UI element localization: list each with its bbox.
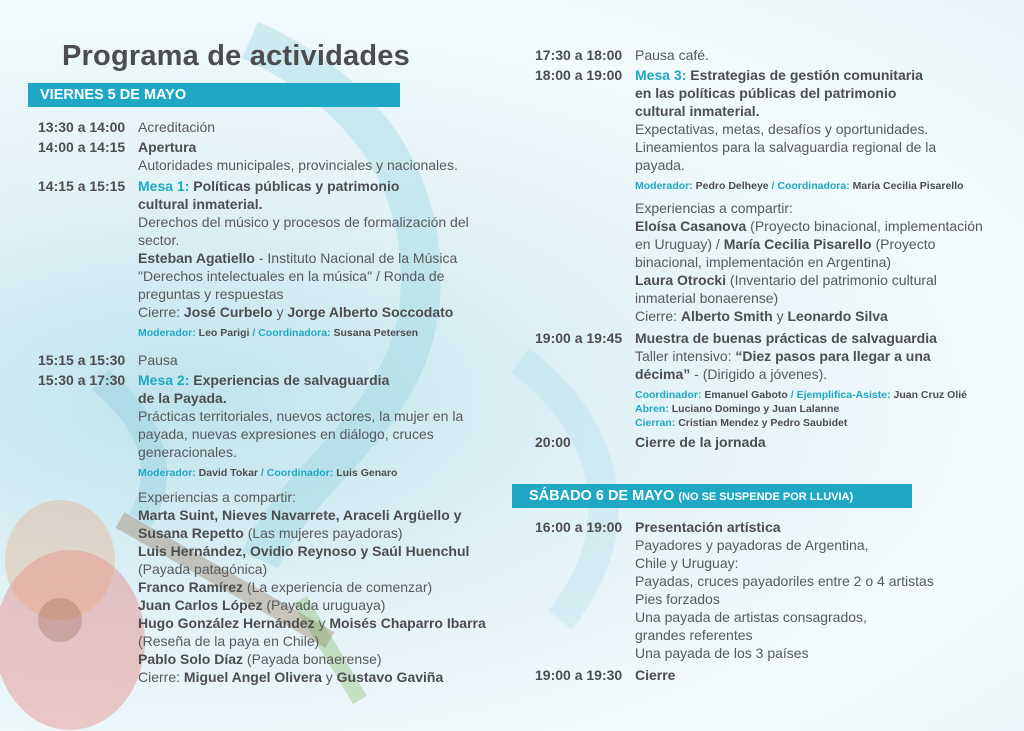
schedule-item — [38, 177, 508, 340]
item-title: Muestra de buenas prácticas de salvaguardia — [635, 330, 937, 346]
experience-name: Hugo González Hernández — [138, 615, 315, 631]
mesa-label: Mesa 1: — [138, 178, 190, 194]
experience-name: Pablo Solo Díaz — [138, 651, 244, 667]
schedule-item — [38, 138, 508, 174]
item-desc: Autoridades municipales, provinciales y nacionales. — [138, 157, 458, 173]
experience-name: Moisés Chaparro Ibarra — [329, 615, 486, 631]
item-desc: Expectativas, metas, desafíos y oportunidades. — [635, 121, 929, 137]
coordinator-name: Luis Genaro — [336, 467, 398, 479]
experience-topic: (Proyecto binacional, implementación — [746, 218, 983, 234]
item-desc: Lineamientos para la salvaguardia regional de la — [635, 139, 937, 155]
experience-name: Susana Repetto — [138, 525, 244, 541]
moderator-label: Moderador: — [635, 180, 693, 192]
experience-topic: (La experiencia de comenzar) — [243, 579, 433, 595]
closing-name: Gustavo Gaviña — [336, 669, 444, 685]
item-title: Experiencias de salvaguardia — [193, 372, 390, 388]
schedule-item — [535, 666, 1005, 684]
workshop-label: Taller intensivo: — [635, 348, 736, 364]
item-desc: payada. — [635, 157, 685, 173]
item-title-cont: de la Payada. — [138, 390, 227, 406]
closing-name: Alberto Smith — [680, 308, 773, 324]
item-text: Pausa café. — [635, 47, 709, 63]
item-title: Políticas públicas y patrimonio — [193, 178, 400, 194]
mesa-label: Mesa 3: — [635, 67, 687, 83]
credits — [635, 402, 1005, 416]
experience-name: Eloísa Casanova — [635, 218, 747, 234]
item-time: 15:15 a 15:30 — [38, 352, 126, 368]
coordinator-label: Coordinador: — [635, 389, 702, 401]
closing-label: Cierre: — [635, 308, 681, 324]
conjunction: y — [314, 615, 330, 631]
closing-label: Cierre: — [138, 669, 184, 685]
experience-topic: (Payada bonaerense) — [243, 651, 382, 667]
item-desc: generacionales. — [138, 444, 237, 460]
experience-topic: (Payada patagónica) — [138, 561, 268, 577]
item-desc: Derechos del músico y procesos de formalización del — [138, 214, 469, 230]
item-title-cont: en las políticas públicas del patrimonio — [635, 85, 897, 101]
item-desc: grandes referentes — [635, 627, 753, 643]
item-text: Acreditación — [138, 119, 216, 135]
item-time: 19:00 a 19:45 — [535, 330, 623, 346]
schedule-item — [38, 351, 508, 369]
closing-name: Leonardo Silva — [787, 308, 888, 324]
experience-topic: binacional, implementación en Argentina) — [635, 254, 892, 270]
experience-topic: (Las mujeres payadoras) — [243, 525, 403, 541]
item-time: 14:15 a 15:15 — [38, 178, 126, 194]
coordinator-name: María Cecilia Pisarello — [852, 180, 964, 192]
item-desc: Payadas, cruces payadoriles entre 2 o 4 artistas — [635, 573, 934, 589]
coordinator-label: Coordinador: — [266, 467, 334, 479]
coordinator-name: Emanuel Gaboto — [704, 389, 788, 401]
saturday-header — [512, 484, 912, 508]
schedule-item — [38, 371, 508, 686]
schedule-item — [535, 433, 1005, 451]
workshop-audience: - (Dirigido a jóvenes). — [690, 366, 828, 382]
experience-topic: en Uruguay) / — [635, 236, 724, 252]
item-time: 15:30 a 17:30 — [38, 372, 126, 388]
experience-line: Luis Hernández, Ovidio Reynoso y Saúl Huenchul — [138, 543, 470, 559]
item-desc: Una payada de artistas consagrados, — [635, 609, 867, 625]
closing-name: José Curbelo — [183, 304, 273, 320]
talk-title: "Derechos intelectuales en la música" / Ronda de — [138, 268, 445, 284]
item-desc: Prácticas territoriales, nuevos actores, la mujer en la — [138, 408, 464, 424]
item-desc: Payadores y payadoras de Argentina, — [635, 537, 869, 553]
item-time: 18:00 a 19:00 — [535, 67, 623, 83]
coordinator-label: Coordinadora: — [258, 327, 331, 339]
item-desc: payada, nuevas expresiones en diálogo, cruces — [138, 426, 434, 442]
experience-line: Marta Suint, Nieves Navarrete, Araceli Argüello y — [138, 507, 462, 523]
item-time: 16:00 a 19:00 — [535, 519, 623, 535]
item-desc: Una payada de los 3 países — [635, 645, 809, 661]
item-title: Cierre — [635, 667, 676, 683]
moderator-name: David Tokar — [198, 467, 258, 479]
speaker-affiliation: - Instituto Nacional de la Música — [254, 250, 458, 266]
item-time: 20:00 — [535, 434, 571, 450]
closing-name: Miguel Angel Olivera — [183, 669, 322, 685]
schedule-item — [535, 46, 1005, 64]
friday-header-label: VIERNES 5 DE MAYO — [40, 87, 187, 103]
item-title: Cierre de la jornada — [635, 434, 766, 450]
share-heading: Experiencias a compartir: — [635, 200, 793, 216]
item-desc: Chile y Uruguay: — [635, 555, 739, 571]
friday-schedule-continued — [535, 46, 1005, 451]
moderator-name: Leo Parigi — [198, 327, 250, 339]
closing-label: Cierre: — [138, 304, 184, 320]
moderator-label: Moderador: — [138, 467, 196, 479]
item-title: Estrategias de gestión comunitaria — [690, 67, 923, 83]
saturday-header-note: (NO SE SUSPENDE POR LLUVIA) — [678, 491, 854, 503]
conjunction: y — [772, 308, 788, 324]
closing-names: Cristian Mendez y Pedro Saubidet — [678, 417, 848, 429]
closing-name: Jorge Alberto Soccodato — [287, 304, 454, 320]
speaker-name: Esteban Agatiello — [138, 250, 255, 266]
experience-topic: inmaterial bonaerense) — [635, 290, 779, 306]
experience-name: Franco Ramírez — [138, 579, 244, 595]
credits — [635, 416, 1005, 430]
item-title: Apertura — [138, 139, 197, 155]
credits: Moderador: Leo Parigi / Coordinadora: Susana Petersen — [138, 327, 419, 339]
item-desc: sector. — [138, 232, 180, 248]
friday-schedule — [38, 118, 508, 686]
experience-name: María Cecilia Pisarello — [723, 236, 872, 252]
schedule-item — [535, 329, 1005, 430]
closing-label: Cierran: — [635, 417, 676, 429]
item-title-cont: cultural inmaterial. — [138, 196, 263, 212]
saturday-header-label: SÁBADO 6 DE MAYO — [529, 488, 675, 504]
item-time: 19:00 a 19:30 — [535, 667, 623, 683]
item-desc: Pies forzados — [635, 591, 720, 607]
opening-label: Abren: — [635, 403, 669, 415]
item-title: Presentación artística — [635, 519, 781, 535]
item-time: 13:30 a 14:00 — [38, 119, 126, 135]
friday-header — [28, 83, 400, 107]
experience-topic: (Inventario del patrimonio cultural — [726, 272, 937, 288]
moderator-name: Pedro Delheye — [695, 180, 769, 192]
opening-names: Luciano Domingo y Juan Lalanne — [671, 403, 840, 415]
credits: Coordinador: Emanuel Gaboto / Ejemplifica-Asiste: Juan Cruz Olié — [635, 389, 968, 401]
workshop-title: décima” — [635, 366, 691, 382]
workshop-title: “Diez pasos para llegar a una — [735, 348, 931, 364]
experience-topic: (Reseña de la paya en Chile) — [138, 633, 320, 649]
share-heading: Experiencias a compartir: — [138, 489, 296, 505]
conjunction: y — [272, 304, 288, 320]
page-title: Programa de actividades — [62, 40, 410, 72]
conjunction: y — [321, 669, 337, 685]
experience-name: Juan Carlos López — [138, 597, 263, 613]
saturday-schedule — [535, 518, 1005, 684]
schedule-item — [535, 518, 1005, 662]
credits: Moderador: David Tokar / Coordinador: Luis Genaro — [138, 467, 398, 479]
coordinator-name: Susana Petersen — [333, 327, 419, 339]
assistant-label: Ejemplifica-Asiste: — [796, 389, 891, 401]
experience-name: Laura Otrocki — [635, 272, 727, 288]
experience-topic: (Payada uruguaya) — [262, 597, 386, 613]
item-text: Pausa — [138, 352, 178, 368]
item-time: 17:30 a 18:00 — [535, 47, 623, 63]
schedule-item — [535, 66, 1005, 325]
mesa-label: Mesa 2: — [138, 372, 190, 388]
talk-title: preguntas y respuestas — [138, 286, 284, 302]
assistant-name: Juan Cruz Olié — [893, 389, 968, 401]
schedule-item — [38, 118, 508, 136]
item-title-cont: cultural inmaterial. — [635, 103, 760, 119]
coordinator-label: Coordinadora: — [777, 180, 850, 192]
moderator-label: Moderador: — [138, 327, 196, 339]
item-time: 14:00 a 14:15 — [38, 139, 126, 155]
experience-topic: (Proyecto — [871, 236, 936, 252]
credits: Moderador: Pedro Delheye / Coordinadora: María Cecilia Pisarello — [635, 180, 964, 192]
